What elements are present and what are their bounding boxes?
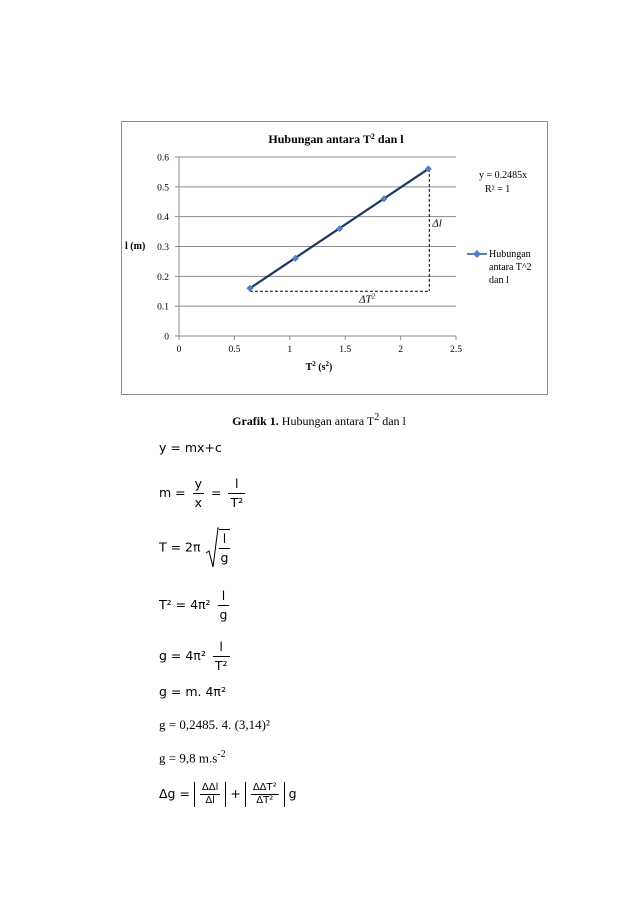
x-tick-label: 2 [398,345,403,355]
equation-uncertainty: Δg = $\frac{\text{ΔΔl}}{\Delta l}$ + $\frac{\text{ΔΔT²}}{\text{ΔT²}}$ g [159,782,297,806]
legend-marker [473,250,481,258]
axes [175,157,456,340]
y-tick-label: 0 [164,332,169,343]
equation-period-squared: T² = 4π² $\frac{l}{g}$ [159,588,228,622]
legend-line-2: antara T^2 [489,262,532,273]
equation-gravity-slope: g = m. 4π² [159,684,226,699]
sqrt-sign [205,527,219,569]
x-tick-label: 1.5 [339,345,352,355]
y-axis-label: l (m) [125,241,146,252]
chart-frame [121,121,548,395]
y-tick-label: 0.2 [157,272,169,283]
y-tick-label: 0.3 [157,243,169,253]
chart-title: Hubungan antara $T^2$ dan l [268,131,404,146]
x-tick-label: 0.5 [228,345,241,355]
equation-gravity: g = 4π² $\frac{l}{\text{T²}}$ [159,639,228,673]
delta-annotations [250,169,442,305]
figure-caption: Grafik 1. Hubungan antara $T^2$ dan l [232,412,406,428]
delta-t2-label: $\Delta T^2$ [359,292,376,306]
chart-svg [122,122,549,396]
x-axis-label: $T^2$ $(s^2)$ [305,360,333,373]
delta-t2-sup: 2 [371,292,376,301]
equation-slope: m = $\frac{y}{x}$ = $\frac{l}{\text{T²}}$ [159,476,244,510]
legend-line-1: Hubungan [489,249,531,260]
legend [467,249,532,286]
x-tick-label: 0 [176,345,182,355]
y-tick-label: 0.4 [157,213,169,224]
equation-period: T = 2π $\frac{l}{g}$ [159,527,233,569]
y-tick-label: 0.6 [157,153,169,164]
x-tick-label: 2.5 [450,345,462,355]
delta-l-label: Δl [432,217,442,230]
tick-labels [157,154,462,356]
equation-gravity-substitution: g = 0,2485. 4. (3,14)² [159,717,270,732]
equation-gravity-result: g = 9,8 $m.s^{-2}$ [159,749,226,766]
r-squared: R² = 1 [485,184,511,195]
equation-linear: y = mx+c [159,440,222,455]
y-tick-label: 0.1 [157,302,169,313]
x-tick-label: 1 [287,345,293,355]
trend-equation: y = 0.2485x [479,170,528,181]
y-tick-label: 0.5 [157,183,169,194]
legend-line-3: dan l [489,275,509,286]
